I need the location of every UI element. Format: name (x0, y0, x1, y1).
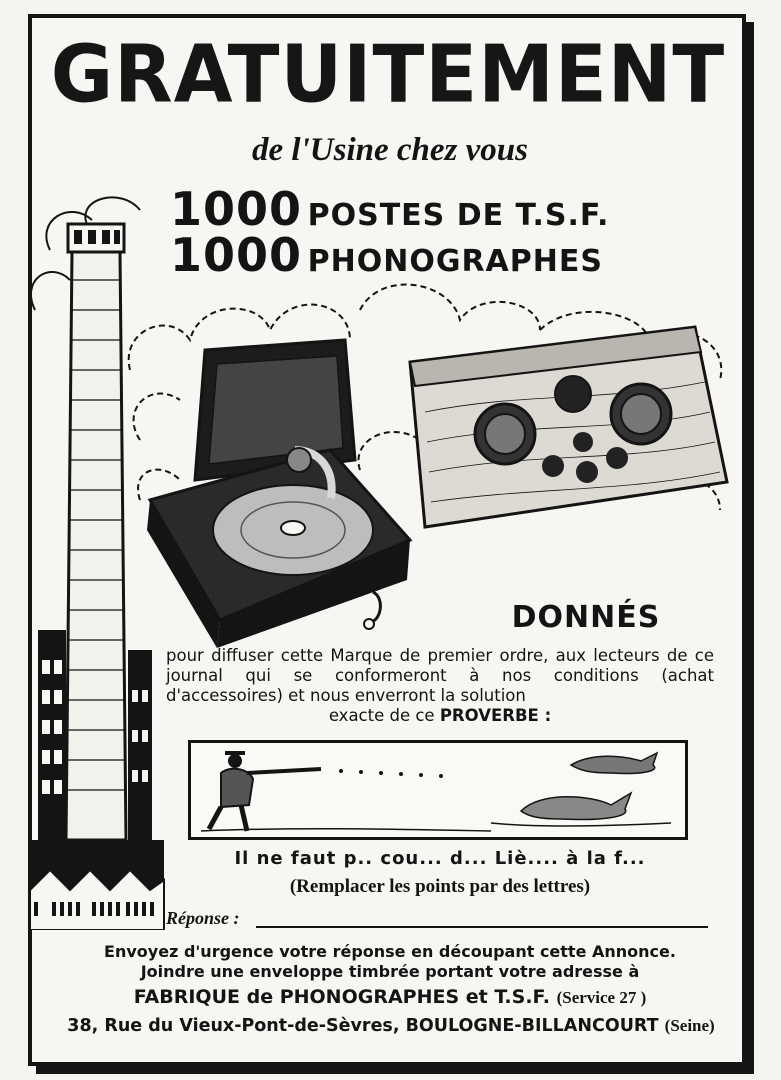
proverb-hint: (Remplacer les points par des lettres) (289, 876, 591, 897)
hunter-hares-illustration (191, 743, 685, 837)
company-name: FABRIQUE de PHONOGRAPHES et T.S.F. (133, 986, 550, 1008)
instructions-line-1: Envoyez d'urgence votre réponse en découpant cette Annonce. (104, 942, 676, 961)
conditions-paragraph (166, 646, 714, 726)
service-number: (Service 27 ) (556, 988, 647, 1007)
street-address-line (36, 1016, 746, 1036)
headline: GRATUITEMENT (50, 26, 726, 121)
conditions-body-text: pour diffuser cette Marque de premier ordre, aux lecteurs de ce journal qui se conformeront à nos conditions (achat d'accessoires) et nous enverront la solution (166, 646, 714, 705)
street-address: 38, Rue du Vieux-Pont-de-Sèvres, BOULOGNE-BILLANCOURT (67, 1016, 659, 1036)
donnes-heading: DONNÉS (511, 600, 661, 635)
offer-radio-number: 1000 (170, 182, 303, 236)
proverb-illustration-box (188, 740, 688, 840)
conditions-last-line-prefix: exacte de ce (328, 706, 435, 725)
conditions-last-line (166, 706, 714, 726)
offer-phonograph-text: PHONOGRAPHES (307, 244, 603, 279)
offer-radio-text: POSTES DE T.S.F. (307, 198, 610, 233)
subheadline: de l'Usine chez vous (252, 132, 528, 168)
proverbe-label: PROVERBE : (439, 706, 552, 725)
company-line (40, 986, 740, 1008)
proverb-puzzle: Il ne faut p.. cou... d... Liè.... à la f... (234, 848, 646, 869)
address-region: (Seine) (664, 1016, 715, 1035)
instructions (40, 942, 740, 982)
instructions-line-2: Joindre une enveloppe timbrée portant votre adresse à (140, 962, 640, 981)
phonograph-illustration (145, 330, 415, 650)
reponse-answer-line[interactable] (256, 926, 708, 928)
reponse-label: Réponse : (166, 908, 240, 928)
offer-phonograph-number: 1000 (170, 228, 303, 282)
radio-set-illustration (405, 322, 730, 532)
